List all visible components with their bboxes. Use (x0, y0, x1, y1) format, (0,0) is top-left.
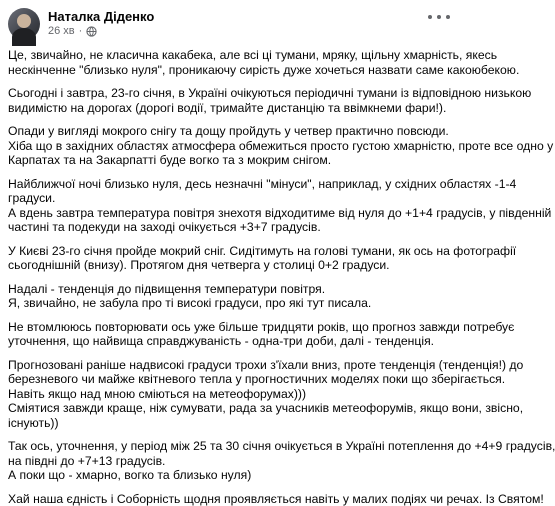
post-text-line: Надалі - тенденція до підвищення температури повітря. (8, 282, 452, 297)
post-paragraph (8, 320, 452, 349)
post-text (8, 48, 452, 506)
post-text-line: Хіба що в західних областях атмосфера обмежиться просто густою хмарністю, проте все одно у (8, 139, 452, 154)
post-text-line: Хай наша єдність і Соборність щодня проявляється навіть у малих подіях чи речах. Із Святом! (8, 492, 452, 506)
post-text-line: Навіть якщо над мною сміються на метеофорумах))) (8, 387, 452, 402)
post-text-line: Найближчої ночі близько нуля, десь незначні "мінуси", наприклад, у східних областях -1-4 (8, 177, 452, 192)
post-paragraph (8, 177, 452, 235)
author-name[interactable]: Наталка Діденко (48, 10, 154, 25)
post-text-line: Не втомлююсь повторювати ось уже більше тридцяти років, що прогноз завжди потребує (8, 320, 452, 335)
post-paragraph (8, 439, 452, 483)
post-text-line: Опади у вигляді мокрого снігу та дощу пройдуть у четвер практично повсюди. (8, 124, 452, 139)
post-time[interactable]: 26 хв (48, 25, 75, 38)
post-subline (48, 25, 154, 38)
post-text-line: Карпатах та на Закарпатті буде вогко та з мокрим снігом. (8, 153, 452, 168)
post-paragraph (8, 492, 452, 506)
post-paragraph (8, 48, 452, 77)
separator-dot: · (79, 25, 83, 38)
globe-icon (86, 26, 97, 37)
post-header (8, 6, 452, 42)
post-text-line: на півдні до +7+13 градусів. (8, 454, 452, 469)
post-paragraph (8, 124, 452, 168)
post-text-line: березневого чи майже квітневого тепла у прогностичних моделях поки що зберігається. (8, 372, 452, 387)
post-text-line: У Києві 23-го січня пройде мокрий сніг. Сидітимуть на голові тумани, як ось на фотографії (8, 244, 452, 259)
post-text-line: А поки що - хмарно, вогко та близько нуля) (8, 468, 452, 483)
post-meta (48, 10, 154, 38)
post-paragraph (8, 358, 452, 431)
more-options-icon[interactable] (428, 10, 450, 24)
post-text-line: Прогнозовані раніше надвисокі градуси трохи з'їхали вниз, проте тенденція (тенденція!) до (8, 358, 452, 373)
post-text-line: Сміятися завжди краще, ніж сумувати, рада за учасників метеофорумів, якщо вони, звісно, (8, 401, 452, 416)
post-text-line: Так ось, уточнення, у період між 25 та 30 січня очікується в Україні потеплення до +4+9 градусів, (8, 439, 452, 454)
post-text-line: А вдень завтра температура повітря знехотя відходитиме від нуля до +1+4 градусів, у південній (8, 206, 452, 221)
author-avatar[interactable] (8, 8, 40, 40)
post-text-line: видимістю на дорогах (дорогі водії, тримайте дистанцію та ввімкнеми фари!). (8, 101, 452, 116)
post-text-line: частині та подекуди на заході очікується +3+7 градусів. (8, 220, 452, 235)
post-paragraph (8, 282, 452, 311)
post-text-line: існують)) (8, 416, 452, 431)
post-text-line: уточнення, що найвища справджуваність - одна-три доби, далі - тенденція. (8, 334, 452, 349)
post-paragraph (8, 244, 452, 273)
post-text-line: Сьогодні і завтра, 23-го січня, в Україні очікуються періодичні тумани із відповідною низькою (8, 86, 452, 101)
post-paragraph (8, 86, 452, 115)
post-text-line: сьогоднішній (внизу). Протягом дня четверга у столиці 0+2 градуси. (8, 258, 452, 273)
post-text-line: Я, звичайно, не забула про ті високі градуси, про які тут писала. (8, 296, 452, 311)
post-text-line: градуси. (8, 191, 452, 206)
post-text-line: Це, звичайно, не класична какабека, але всі ці тумани, мряку, щільну хмарність, якесь (8, 48, 452, 63)
post-text-line: нескінченне "близько нуля", проникаючу сирість дуже хочеться назвати саме какоюбекою. (8, 63, 452, 78)
